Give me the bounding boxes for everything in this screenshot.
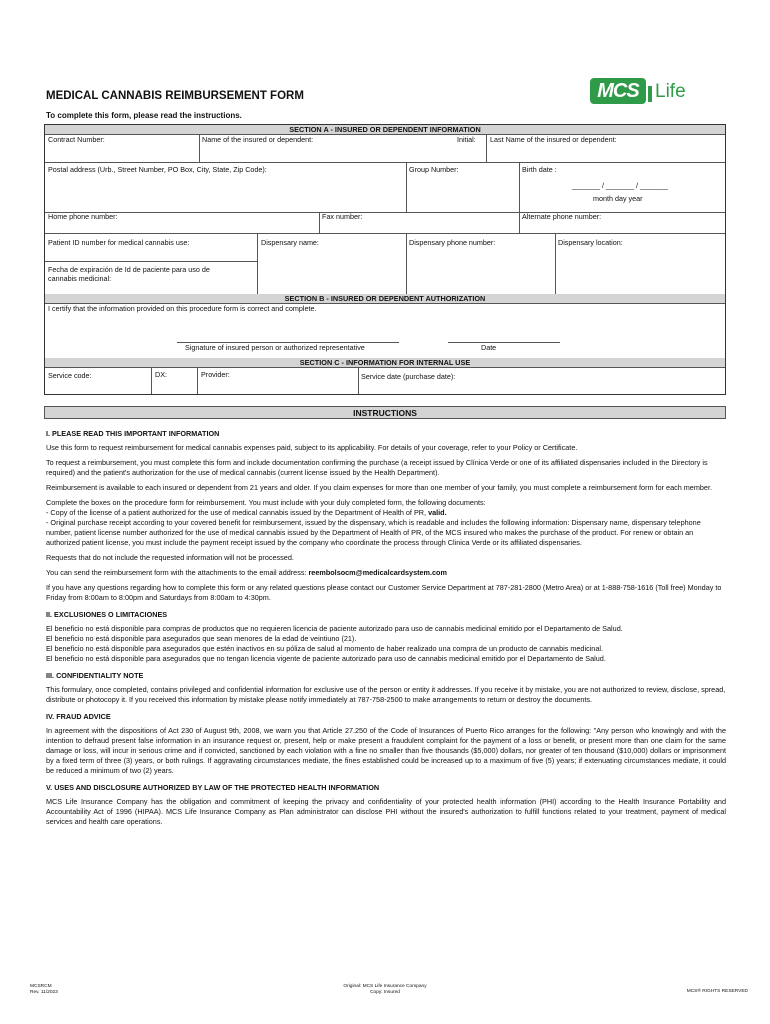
instructions-p6: [46, 568, 726, 578]
instructions-p5: Requests that do not include the requested information will not be processed.: [46, 553, 294, 562]
form-title: MEDICAL CANNABIS REIMBURSEMENT FORM: [46, 90, 304, 102]
rights-reserved: MCS® RIGHTS RESERVED: [686, 989, 748, 994]
id-expiration-field[interactable]: Fecha de expiración de Id de paciente para uso de cannabis medicinal:: [48, 265, 210, 283]
instructions-p7: If you have any questions regarding how to complete this form or any related questions please contact our Customer Service Department at 787-281-2800 (Metro Area) or at 1-888-758-1616 (Toll free) Monday to Friday from 8:00am to 8:00pm and Saturdays from 8:00am to 4:30pm.: [46, 583, 722, 602]
logo-mark: MCS: [590, 78, 646, 104]
reimbursement-email-link[interactable]: reembolsocm@medicalcardsystem.com: [308, 568, 447, 577]
copy-original: Original: MCS Life Insurance Company: [343, 984, 427, 989]
date-line[interactable]: [448, 342, 560, 343]
instructions-p3: Reimbursement is available to each insured or dependent from 21 years and older. If you claim expenses for more than one member of your family, you must complete a reimbursement form for each member.: [46, 483, 712, 492]
alternate-phone-field[interactable]: Alternate phone number:: [522, 212, 602, 221]
patient-id-field[interactable]: Patient ID number for medical cannabis use:: [48, 238, 190, 247]
dispensary-location-field[interactable]: Dispensary location:: [558, 238, 623, 247]
instructions-p2: To request a reimbursement, you must complete this form and include documentation confirming the purchase (a receipt issued by Clínica Verde or one of its affiliated dispensaries included in the Directory is required) and the patient's authorization for the use of medical cannabis (current license issued by the Health Department).: [46, 458, 708, 477]
section-c-header: SECTION C - INFORMATION FOR INTERNAL USE: [45, 358, 725, 368]
section-5-title: V. USES AND DISCLOSURE AUTHORIZED BY LAW OF THE PROTECTED HEALTH INFORMATION: [46, 783, 380, 792]
provider-field[interactable]: Provider:: [201, 370, 230, 379]
section-2-title: II. EXCLUSIONES O LIMITACIONES: [46, 610, 168, 619]
instructions-header: INSTRUCTIONS: [44, 406, 726, 419]
copy-distribution: [310, 984, 460, 996]
certify-statement: I certify that the information provided on this procedure form is correct and complete.: [48, 304, 317, 313]
form-subtitle: To complete this form, please read the instructions.: [46, 111, 242, 120]
home-phone-field[interactable]: Home phone number:: [48, 212, 118, 221]
section-3-title: III. CONFIDENTIALITY NOTE: [46, 671, 144, 680]
revision-text: Rev. 11/2023: [30, 990, 58, 995]
instructions-p1: Use this form to request reimbursement for medical cannabis expenses paid, subject to its applicability. For details of your coverage, refer to your Policy or Certificate.: [46, 443, 578, 452]
group-number-field[interactable]: Group Number:: [409, 165, 459, 174]
contract-number-field[interactable]: Contract Number:: [48, 135, 105, 144]
section-1-title: I. PLEASE READ THIS IMPORTANT INFORMATION: [46, 429, 220, 438]
exclusion-1: El beneficio no está disponible para compras de productos que no requieren licencia de paciente autorizado para uso de cannabis medicinal emitido por el Departamento de Salud.: [46, 624, 623, 633]
date-label: Date: [481, 343, 497, 352]
reimbursement-form-table: [44, 124, 726, 395]
exclusion-4: El beneficio no está disponible para asegurados que no tengan licencia vigente de paciente autorizado para uso de cannabis medicinal emitido por el Departamento de Salud.: [46, 654, 606, 663]
license-text: - Copy of the license of a patient authorized for the use of medical cannabis issued by the Department of Health of PR,: [46, 508, 427, 517]
instructions-p4-license: [46, 508, 726, 518]
birth-date-field[interactable]: Birth date :: [522, 165, 557, 174]
instructions-body: [46, 429, 726, 832]
mcs-life-logo: [590, 78, 700, 104]
copy-insured: Copy: Insured: [370, 990, 400, 995]
dispensary-name-field[interactable]: Dispensary name:: [261, 238, 319, 247]
form-code: [30, 984, 58, 996]
dx-field[interactable]: DX:: [155, 370, 167, 379]
section-b-header: SECTION B - INSURED OR DEPENDENT AUTHORIZATION: [45, 294, 725, 304]
instructions-p4-intro: Complete the boxes on the procedure form for reimbursement. You must include with your duly completed form, the following documents:: [46, 498, 486, 507]
valid-text: valid.: [428, 508, 447, 517]
exclusion-2: El beneficio no está disponible para asegurados que sean menores de la edad de veintiuno (21).: [46, 634, 357, 643]
hipaa-text: MCS Life Insurance Company has the obligation and commitment of keeping the privacy and confidentiality of your protected health information (PHI) according to the Health Insurance Portability and Accountability Act of 1996 (HIPAA). MCS Life Insurance Company as Plan administrator can disclose PHI without the insured's authorization to fulfill functions related to your treatment, payment of medical services and health care operations.: [46, 797, 726, 826]
section-a-header: SECTION A - INSURED OR DEPENDENT INFORMATION: [45, 125, 725, 135]
section-4-title: IV. FRAUD ADVICE: [46, 712, 111, 721]
form-code-text: MCSRCM: [30, 984, 52, 989]
last-name-field[interactable]: Last Name of the insured or dependent:: [490, 135, 617, 144]
logo-divider: [648, 86, 652, 102]
confidentiality-text: This formulary, once completed, contains privileged and confidential information for exclusive use of the person or entity it addresses. If you receive it by mistake, you are not authorized to review, disclose, spread, distribute or photocopy it. If you received this information by mistake please notify immediately at 787-758-2500 to make arrangements to return or destroy the documents.: [46, 685, 726, 704]
service-code-field[interactable]: Service code:: [48, 371, 92, 380]
dispensary-phone-field[interactable]: Dispensary phone number:: [409, 238, 496, 247]
birth-date-hint: month day year: [593, 194, 643, 203]
service-date-field[interactable]: Service date (purchase date):: [361, 372, 456, 381]
initial-field[interactable]: Initial:: [457, 135, 476, 144]
birth-date-blank: _______ / _______ / _______: [572, 181, 668, 190]
signature-label: Signature of insured person or authorized representative: [185, 343, 365, 352]
email-intro: You can send the reimbursement form with the attachments to the email address:: [46, 568, 307, 577]
exclusion-3: El beneficio no está disponible para asegurados que estén inactivos en su póliza de salud al momento de haber realizado una compra de un producto de cannabis medicinal.: [46, 644, 604, 653]
postal-address-field[interactable]: Postal address (Urb., Street Number, PO Box, City, State, Zip Code):: [48, 165, 267, 174]
fax-number-field[interactable]: Fax number:: [322, 212, 363, 221]
instructions-p4-receipt: - Original purchase receipt according to your covered benefit for reimbursement, issued by the dispensary, which is readable and includes the following information: Dispensary name, dispensary telephone number, patient license number authorized for the use of medical cannabis issued by the Department of Health of PR, of the MCS insured who makes the purchase of the product. For renew or obtain an authorized patient license, you must include the payment receipt issued by the company who coordinate the process through Clinica Verde or its affiliated dispensaries.: [46, 518, 701, 547]
logo-word: Life: [655, 81, 686, 102]
insured-name-field[interactable]: Name of the insured or dependent:: [202, 135, 314, 144]
fraud-advice-text: In agreement with the dispositions of Act 230 of August 9th, 2008, we warn you that Article 27.250 of the Code of Insurances of Puerto Rico arranges for the following: "Any person who knowingly and with the intention to defraud present false information in an insurance request or, present, help or make present a fraudulent complaint for the payment of a loss or benefit, or present more than one claim for the same damage or loss, will incur in serious crime and if convicted, sanctioned by each violation with a fine no smaller than five thousands ($5,000) dollars, nor greater of ten thousand ($10,000) dollars or imprisonment by a fixed term of three (3) years, or both rulings. If aggravating circumstances mediate, the fines established could be increased up to a maximum of five (5) years; if extenuating circumstances mediate, it could be reduced a minimum of two (2) years.: [46, 726, 726, 775]
